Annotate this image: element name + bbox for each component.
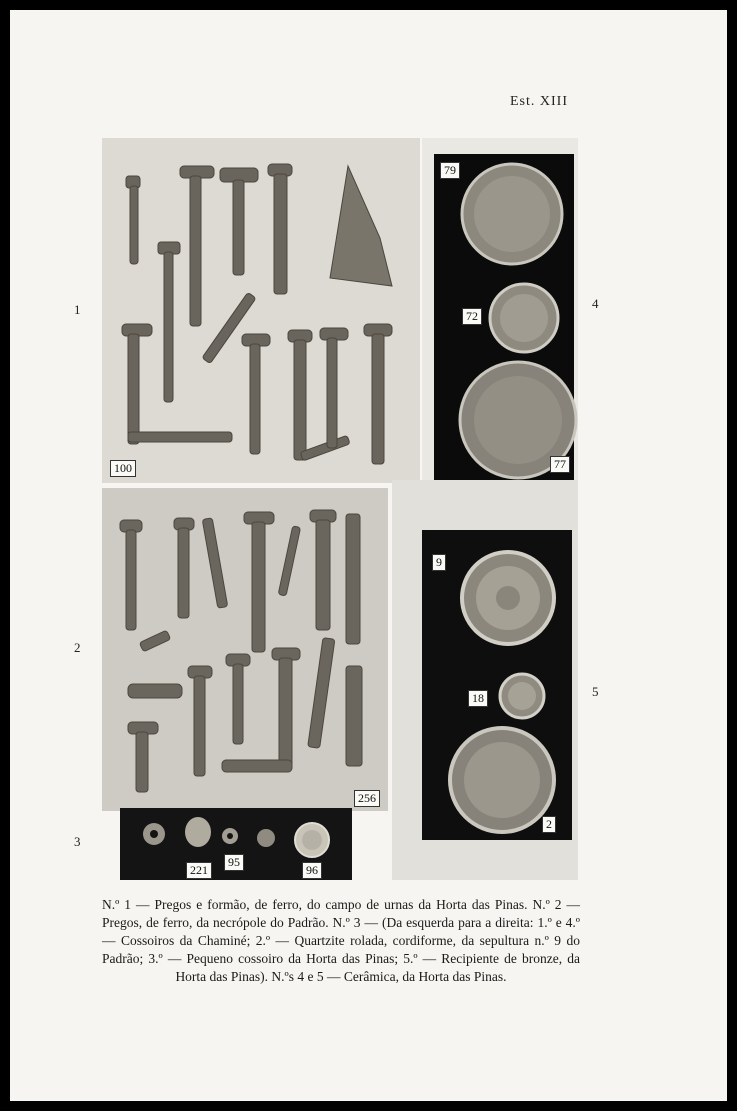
specimen-label: 95 (224, 854, 244, 871)
plate-title: Est. XIII (510, 94, 568, 109)
specimen-label: 9 (432, 554, 446, 571)
document-page (10, 10, 727, 1101)
specimen-label: 256 (354, 790, 380, 807)
figure-caption (102, 896, 580, 986)
specimen-label: 2 (542, 816, 556, 833)
specimen-label: 18 (468, 690, 488, 707)
specimen-label: 221 (186, 862, 212, 879)
photo-ceramic-bowls-b (422, 530, 572, 840)
specimen-label: 77 (550, 456, 570, 473)
figure-number-2: 2 (74, 640, 81, 655)
figure-number-4: 4 (592, 296, 599, 311)
bowls-illustration (422, 530, 572, 840)
caption-text: N.º 1 — Pregos e formão, de ferro, do campo de urnas da Horta das Pinas. N.º 2 — Pregos, de ferro, da necrópole do Padrão. N.º 3 — (Da esquerda para a direita: 1.º e 4.º — Cossoiros da Chaminé; 2.º — Quartzite rolada, cordiforme, da sepultura n.º 9 do Padrão; 3.º — Pequeno cossoiro da Horta das Pinas; 5.º — Recipiente de bronze, da Horta das Pinas). N.ºs 4 e 5 — Cerâmica, da Horta das Pinas. (102, 897, 580, 984)
figure-number-3: 3 (74, 834, 81, 849)
figure-number-5: 5 (592, 684, 599, 699)
specimen-label: 72 (462, 308, 482, 325)
figure-number-1: 1 (74, 302, 81, 317)
bowls-illustration (422, 138, 578, 483)
photo-ceramic-bowls-a (422, 138, 578, 483)
specimen-label: 79 (440, 162, 460, 179)
nails-illustration (102, 488, 388, 811)
photo-iron-nails (102, 488, 388, 811)
nails-illustration (102, 138, 420, 483)
specimen-label: 96 (302, 862, 322, 879)
photo-iron-nails-chisel (102, 138, 420, 483)
photo-small-objects (120, 808, 352, 880)
specimen-label: 100 (110, 460, 136, 477)
